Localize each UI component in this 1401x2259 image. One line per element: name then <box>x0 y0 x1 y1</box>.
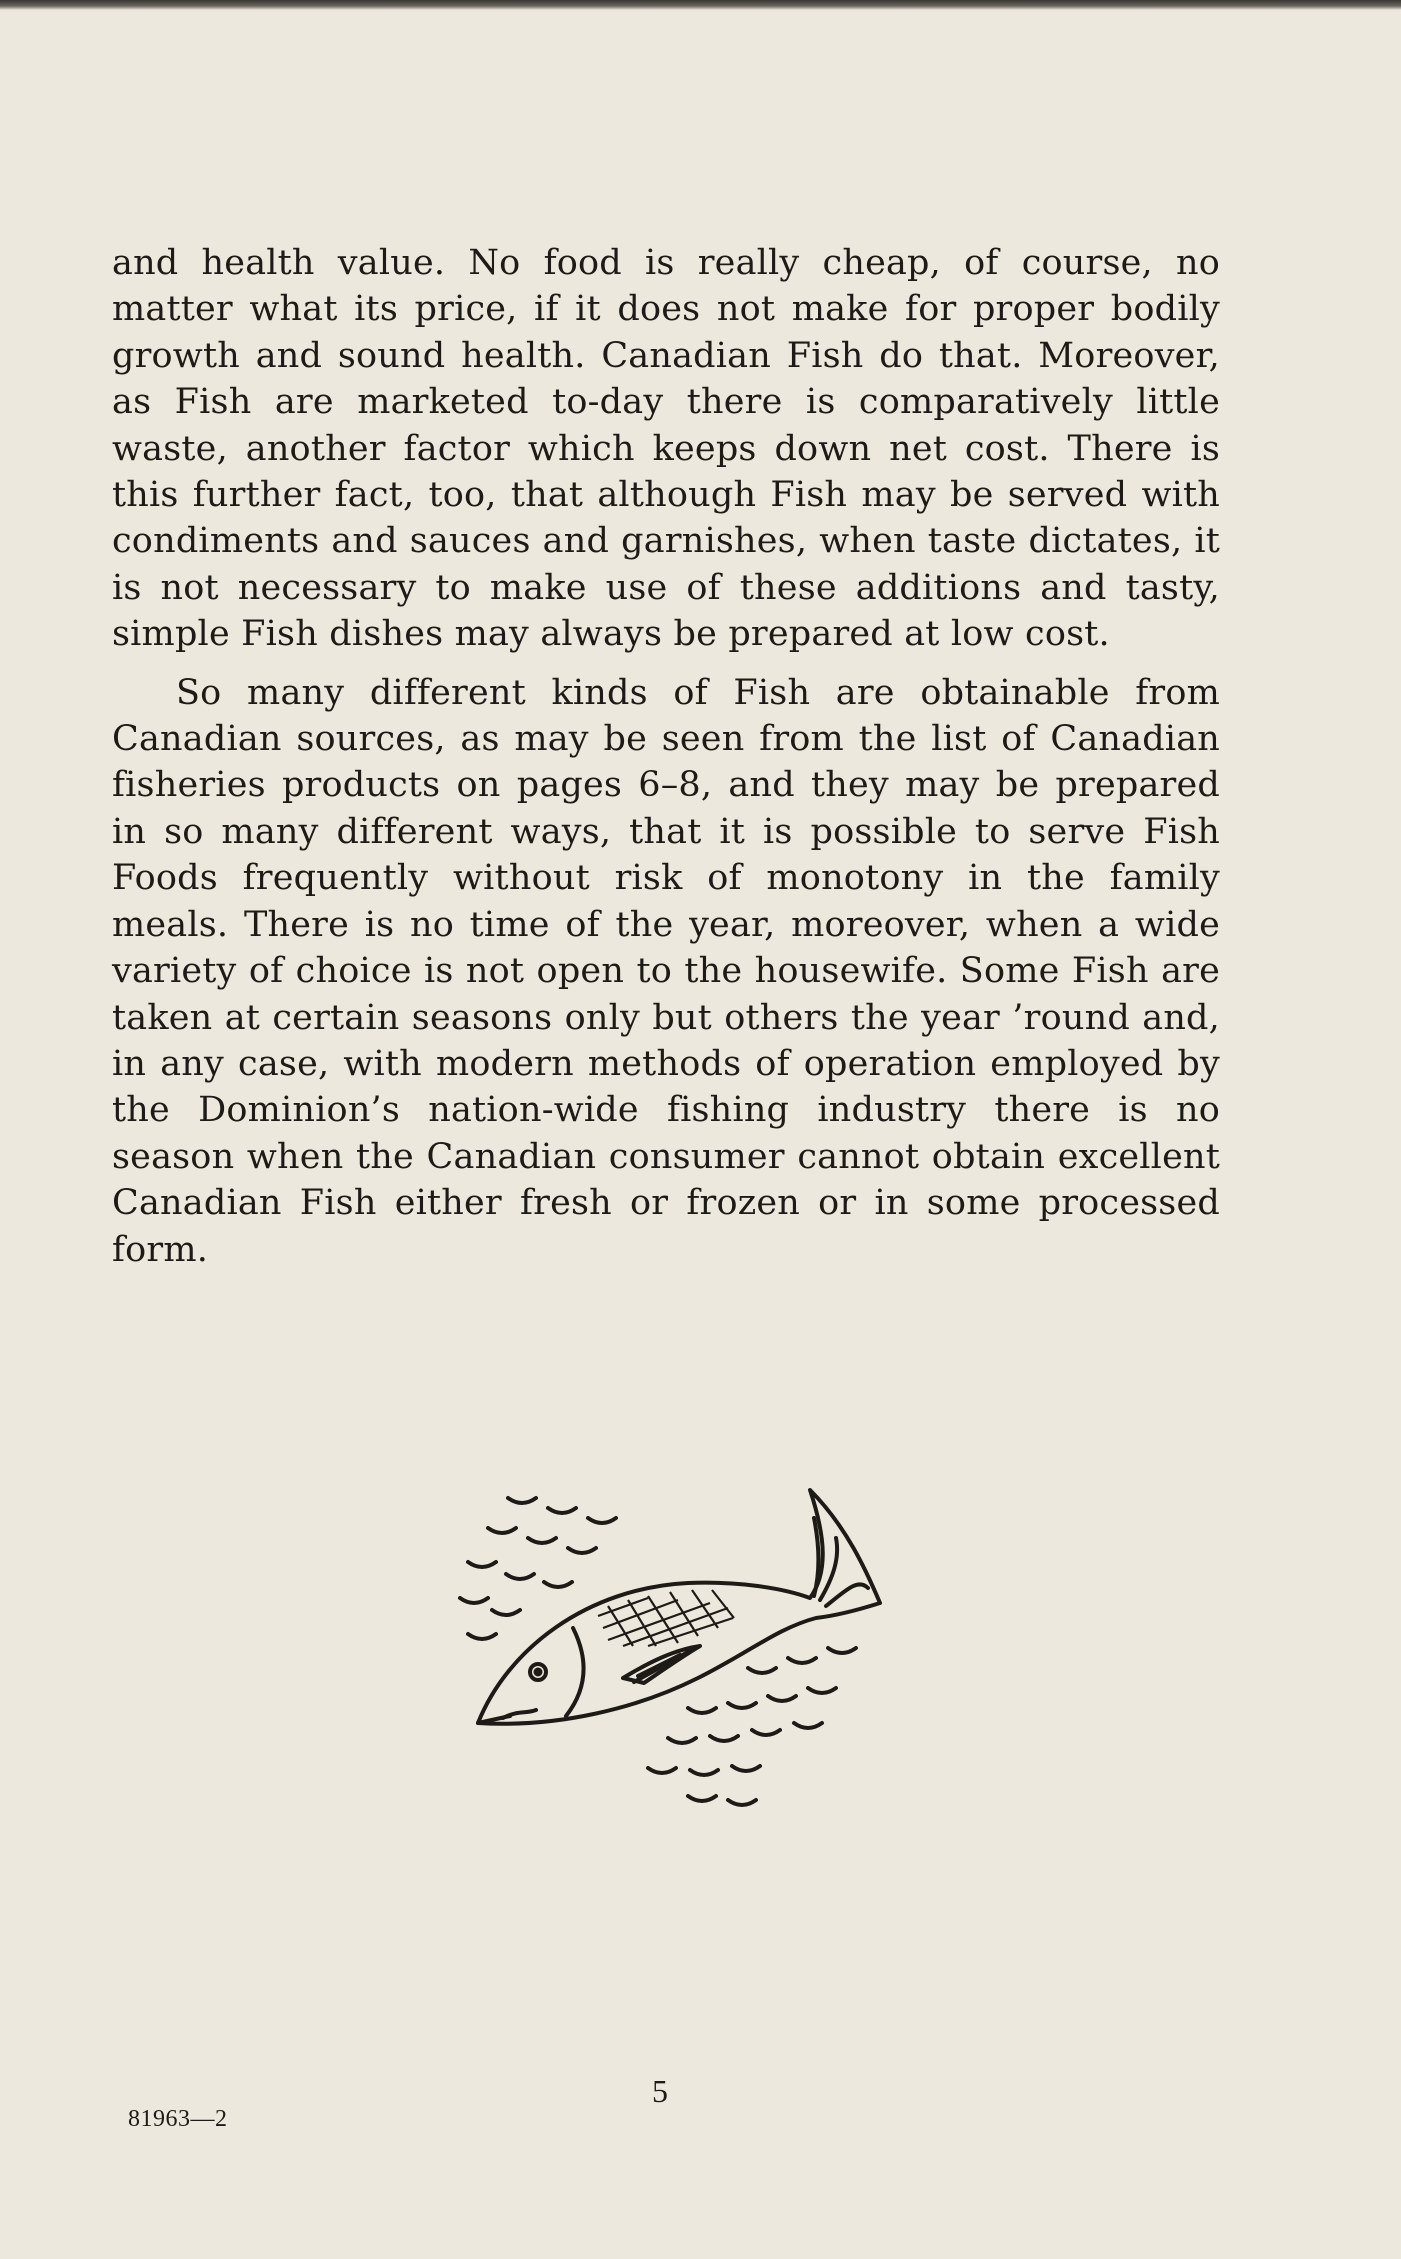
paragraph-1: and health value. No food is really cheap, of course, no matter what its price, if it does not make for proper bodily growth and sound health. Canadian Fish do that. Moreover, as Fish are marketed to-day there is comparatively little waste, another factor which keeps down net cost. There is this further fact, too, that although Fish may be served with condiments and sauces and garnishes, when taste dictates, it is not necessary to make use of these additions and tasty, simple Fish dishes may always be prepared at low cost. <box>112 243 1220 655</box>
fish-icon <box>448 1478 888 1818</box>
page-top-edge <box>0 0 1401 10</box>
print-code: 81963—2 <box>128 2106 228 2132</box>
paragraph-2: So many different kinds of Fish are obtainable from Canadian sources, as may be seen from the list of Canadian fisheries products on pages 6–8, and they may be prepared in so many different ways, that it is possible to serve Fish Foods frequently without risk of monotony in the family meals. There is no time of the year, moreover, when a wide variety of choice is not open to the housewife. Some Fish are taken at certain seasons only but others the year ’round and, in any case, with modern methods of operation employed by the Dominion’s nation-wide fishing industry there is no season when the Canadian consumer cannot obtain excellent Canadian Fish either fresh or frozen or in some processed form. <box>112 672 1220 1270</box>
page-number: 5 <box>652 2073 668 2109</box>
body-text <box>112 240 1220 1273</box>
